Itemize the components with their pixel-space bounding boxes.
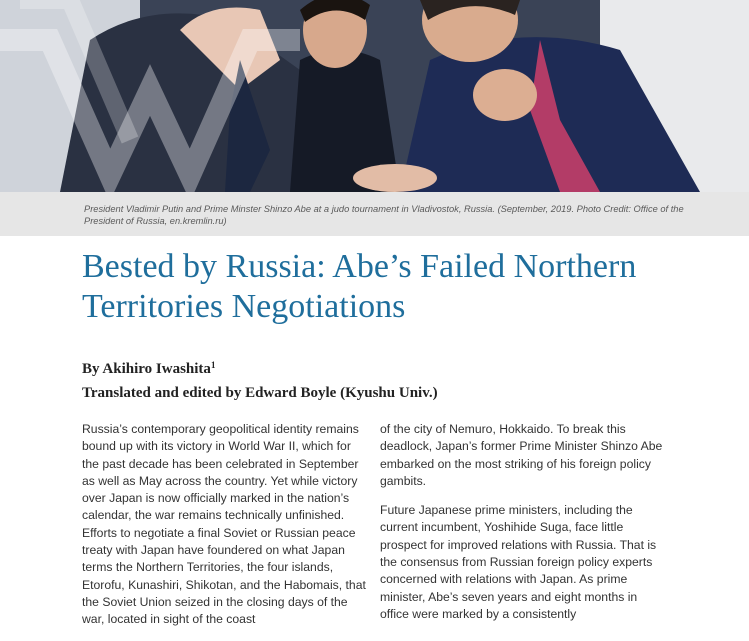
author-name: By Akihiro Iwashita — [82, 361, 211, 377]
article-photo — [0, 0, 749, 192]
paragraph: Future Japanese prime ministers, including the current incumbent, Yoshihide Suga, face little prospect for improved relations with Russia. That is the consensus from Russian foreign policy experts concerned with relations with Japan. As prime minister, Abe’s seven years and eight months in office were marked by a consistently — [380, 503, 657, 621]
author-line — [82, 353, 642, 381]
paragraph: of the city of Nemuro, Hokkaido. To break this deadlock, Japan’s former Prime Minister Shinzo Abe embarked on the most striking of his foreign policy gambits. — [380, 422, 663, 488]
article-column-1 — [82, 421, 367, 641]
photo-caption: President Vladimir Putin and Prime Minster Shinzo Abe at a judo tournament in Vladivostok, Russia. (September, 2019. Photo Credit: Office of the President of Russia, en.kremlin.ru) — [84, 204, 684, 226]
paragraph: Russia’s contemporary geopolitical identity remains bound up with its victory in World War II, which for the past decade has been celebrated in September as well as May across the country. Yet while victory over Japan is now officially marked in the nation’s calendar, the war remains technically unfinished. Efforts to negotiate a final Soviet or Russian peace treaty with Japan have foundered on what Japan terms the Northern Territories, the four islands, Etorofu, Kunashiri, Shikotan, and the Habomais, that the Soviet Union seized in the closing days of the war, located in sight of the coast — [82, 422, 366, 627]
article-column-2 — [380, 421, 665, 635]
article-title: Bested by Russia: Abe’s Failed Northern Territories Negotiations — [82, 248, 637, 325]
photo-illustration — [0, 0, 749, 192]
byline — [82, 353, 642, 405]
translator-line: Translated and edited by Edward Boyle (Kyushu Univ.) — [82, 385, 438, 401]
author-footnote-marker[interactable]: 1 — [210, 360, 216, 370]
